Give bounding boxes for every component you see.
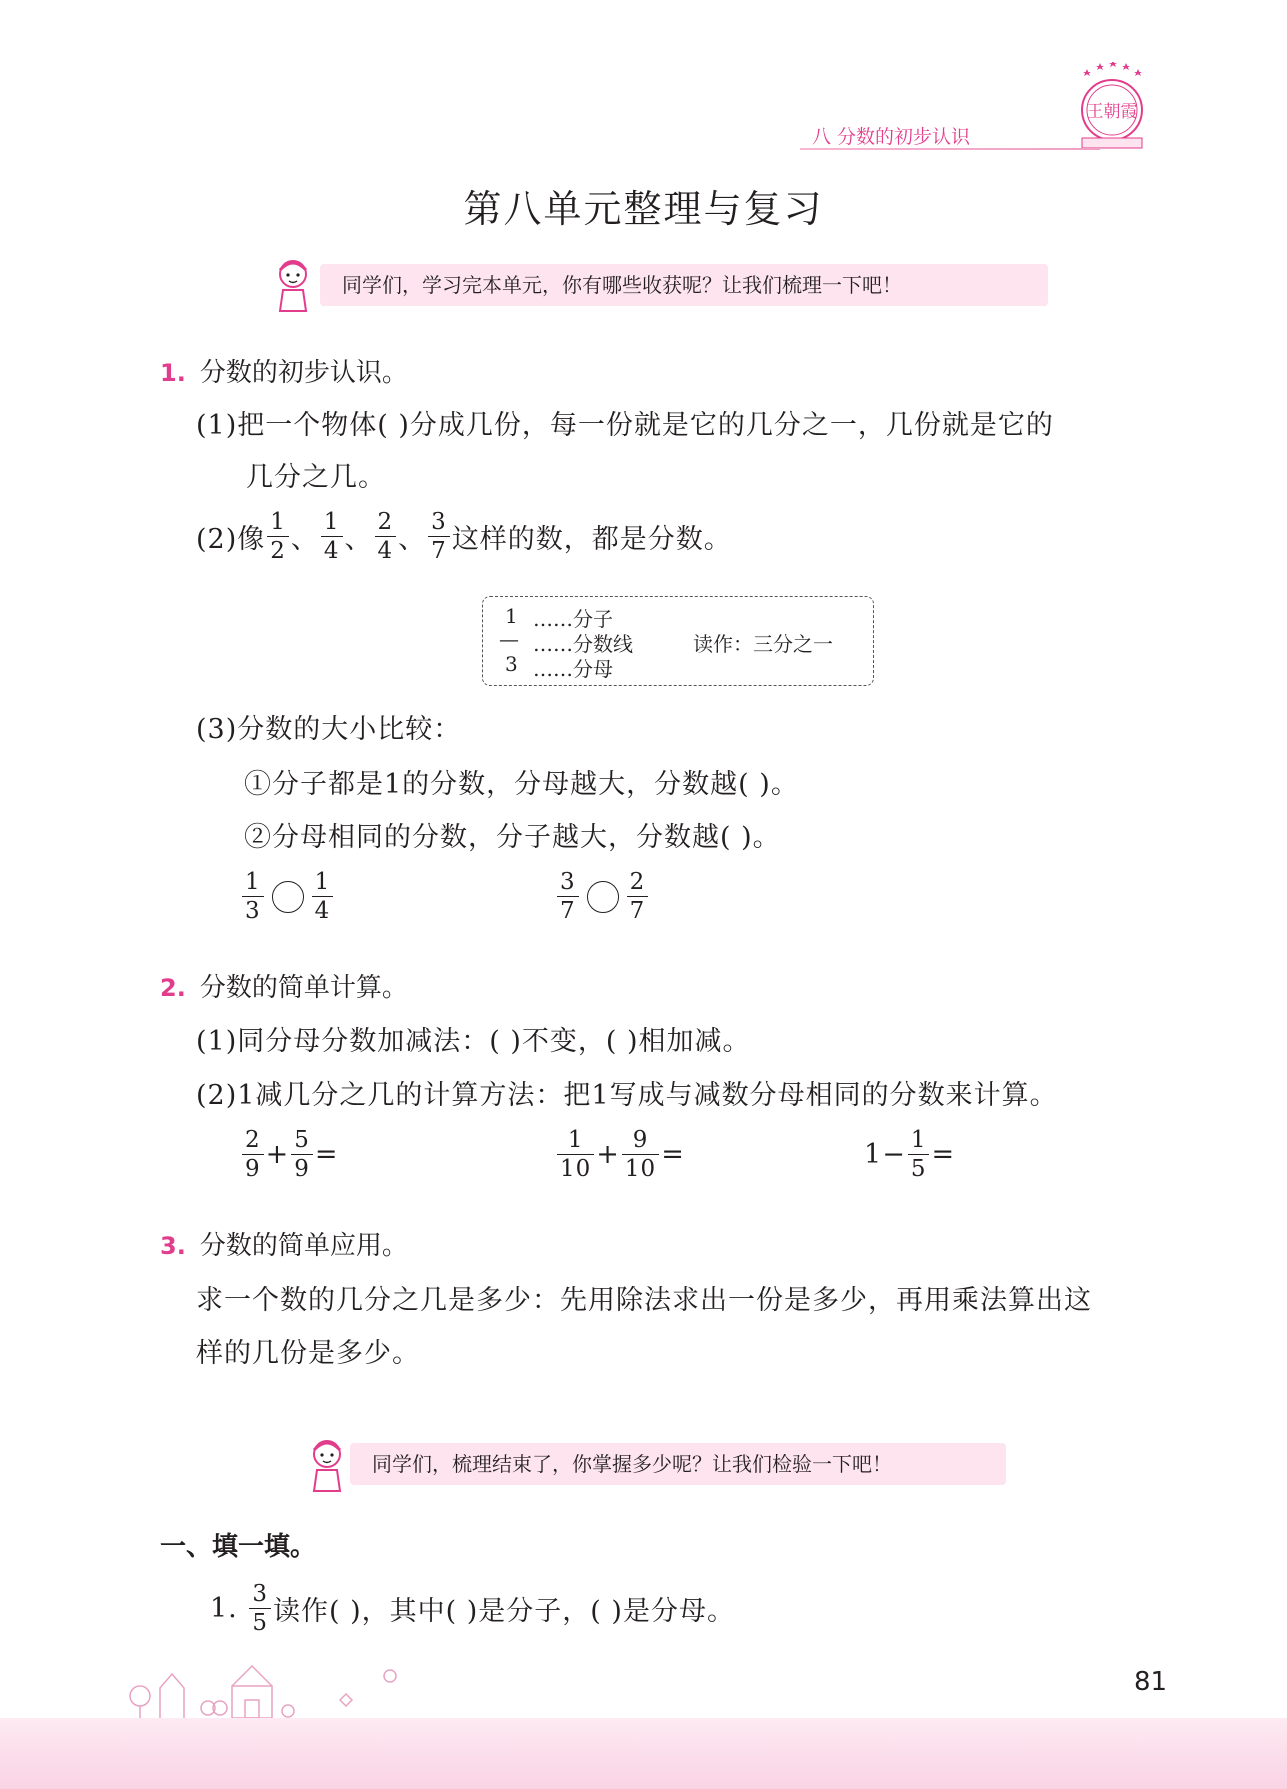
- review-intro-banner: 同学们，学习完本单元，你有哪些收获呢？让我们梳理一下吧！: [320, 264, 1048, 306]
- section-title: 分数的简单计算。: [199, 973, 408, 1003]
- fraction: $\frac{3}{5}$: [249, 1580, 271, 1637]
- footer-band: [0, 1718, 1287, 1789]
- question-number: 1.: [210, 1593, 238, 1624]
- fraction: $\frac{1}{10}$: [557, 1126, 594, 1183]
- section-title: 分数的简单应用。: [199, 1231, 408, 1261]
- mascot-girl-icon: [268, 256, 318, 316]
- item-1-line-2: 几分之几。: [246, 462, 386, 493]
- section-3-heading: [160, 1225, 408, 1262]
- item-3-title: (3)分数的大小比较：: [196, 714, 462, 745]
- chapter-title: 八 分数的初步认识: [812, 126, 971, 148]
- section-1-heading: [160, 352, 408, 389]
- exercise-question-1: [210, 1580, 735, 1637]
- section-number: 1.: [160, 359, 186, 387]
- fraction: $\frac{3}{7}$: [557, 868, 579, 925]
- self-check-banner: 同学们，梳理结束了，你掌握多少呢？让我们检验一下吧！: [350, 1443, 1006, 1485]
- fraction: $\frac{1}{2}$: [267, 508, 289, 565]
- item-1-line-1: (1)把一个物体( )分成几份，每一份就是它的几分之一，几份就是它的: [196, 410, 1054, 441]
- numerator-label: ……分子: [533, 607, 613, 631]
- compare-blank-circle[interactable]: [272, 881, 304, 913]
- section-2-heading: [160, 967, 408, 1004]
- section-2-item-1: (1)同分母分数加减法：( )不变，( )相加减。: [196, 1026, 751, 1057]
- reading-label: 读作：三分之一: [693, 632, 833, 656]
- section-title: 分数的初步认识。: [199, 358, 408, 388]
- publisher-logo-seal: [1072, 62, 1152, 150]
- fraction: $\frac{5}{9}$: [291, 1126, 313, 1183]
- section-2-item-2: (2)1减几分之几的计算方法：把1写成与减数分母相同的分数来计算。: [196, 1080, 1058, 1111]
- compare-exercise-2: [555, 868, 650, 925]
- footer-castle-decoration: [120, 1656, 470, 1718]
- section-number: 2.: [160, 974, 186, 1002]
- section-3-line-1: 求一个数的几分之几是多少：先用除法求出一份是多少，再用乘法算出这: [196, 1285, 1092, 1316]
- fraction: $\frac{1}{5}$: [908, 1126, 930, 1183]
- calc-exercise-2: $\frac{1}{10}$ + $\frac{9}{10}$ =: [555, 1126, 685, 1183]
- question-text: 读作( )，其中( )是分子，( )是分母。: [273, 1596, 735, 1627]
- anatomy-denominator: 3: [505, 652, 518, 676]
- compare-exercise-1: [240, 868, 335, 925]
- fraction: $\frac{1}{3}$: [242, 868, 264, 925]
- fraction-anatomy-box: [482, 596, 874, 686]
- fraction: $\frac{1}{4}$: [321, 508, 343, 565]
- calc-exercise-3: 1− $\frac{1}{5}$ =: [864, 1127, 956, 1182]
- fraction: $\frac{2}{7}$: [627, 868, 649, 925]
- page-number: 81: [1134, 1667, 1168, 1697]
- compare-blank-circle[interactable]: [587, 881, 619, 913]
- logo-text: 王朝霞: [1086, 102, 1138, 122]
- section-3-line-2: 样的几份是多少。: [196, 1338, 420, 1369]
- fraction: $\frac{2}{4}$: [375, 508, 397, 565]
- item-2-suffix: 这样的数，都是分数。: [451, 524, 732, 555]
- calc-exercise-1: $\frac{2}{9}$ + $\frac{5}{9}$ =: [240, 1126, 339, 1183]
- item-3-rule-b: ②分母相同的分数，分子越大，分数越( )。: [244, 822, 781, 853]
- fraction-bar-label: ……分数线: [533, 632, 633, 656]
- anatomy-bar: —: [499, 627, 519, 651]
- fraction: $\frac{9}{10}$: [622, 1126, 659, 1183]
- mascot-girl-icon: [302, 1436, 352, 1496]
- anatomy-numerator: 1: [505, 604, 518, 628]
- item-2-line: (2)像 $\frac{1}{2}$ 、 $\frac{1}{4}$ 、 $\frac{2}{4}$ 、 $\frac{3}{7}$ 这样的数，都是分数。: [196, 509, 732, 564]
- item-2-prefix: (2)像: [196, 524, 266, 555]
- section-number: 3.: [160, 1232, 186, 1260]
- fraction: $\frac{3}{7}$: [428, 508, 450, 565]
- fraction: $\frac{1}{4}$: [312, 868, 334, 925]
- denominator-label: ……分母: [533, 657, 613, 681]
- exercise-heading: 一、填一填。: [160, 1532, 317, 1562]
- item-3-rule-a: ①分子都是1的分数，分母越大，分数越( )。: [244, 769, 799, 800]
- fraction: $\frac{2}{9}$: [242, 1126, 264, 1183]
- page-title: 第八单元整理与复习: [463, 187, 824, 231]
